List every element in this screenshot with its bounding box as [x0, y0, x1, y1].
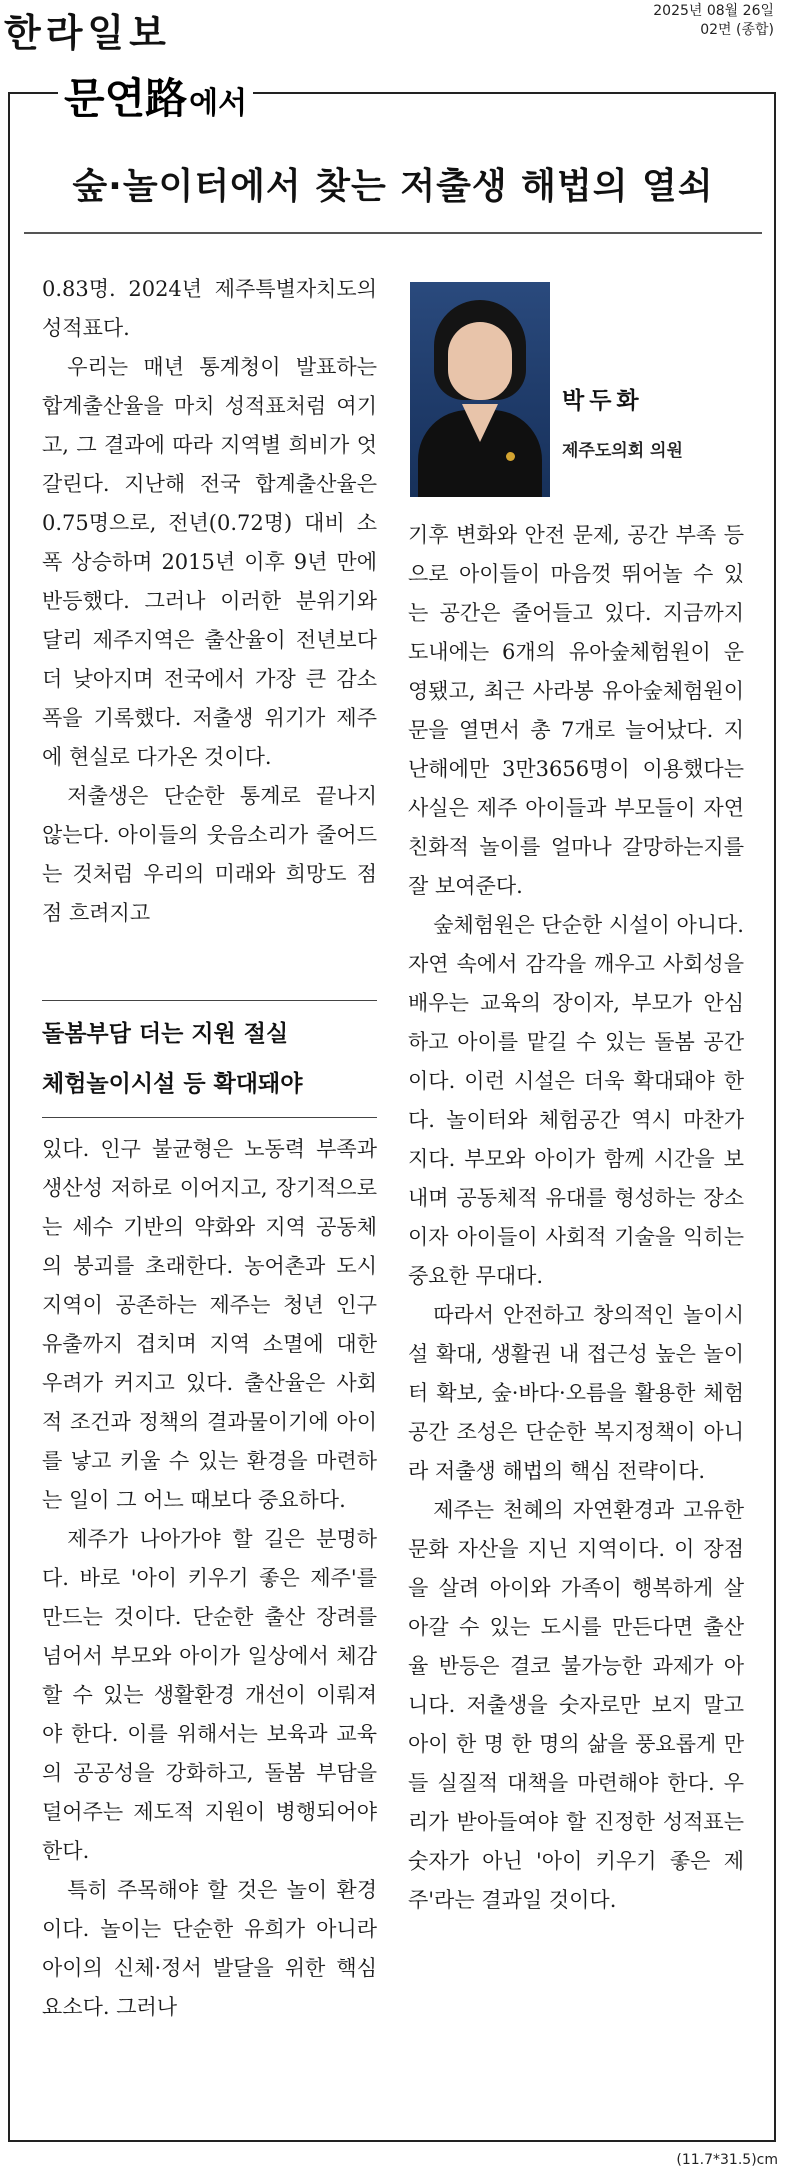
paragraph: 숲체험원은 단순한 시설이 아니다. 자연 속에서 감각을 깨우고 사회성을 배우는 교육의 장이자, 부모가 안심하고 아이를 맡길 수 있는 돌봄 공간이다. 이런 시설은 더욱 확대돼야 한다. 놀이터와 체험공간 역시 마찬가지다. 부모와 아이가 함께 시간을 보내며 공동체적 유대를 형성하는 장소이자 아이들이 사회적 기술을 익히는 중요한 무대다. — [408, 913, 744, 1288]
subhead: 체험놀이시설 등 확대돼야 — [42, 1071, 303, 1097]
size-note: (11.7*31.5)cm — [676, 2152, 778, 2168]
author-photo — [410, 282, 550, 497]
subheads — [42, 1000, 377, 1118]
photo-face — [448, 322, 512, 400]
issue-page: 02면 (종합) — [700, 22, 774, 38]
masthead: 한라일보 — [4, 11, 171, 55]
issue-date: 2025년 08월 26일 — [653, 3, 774, 19]
headline-rule — [24, 232, 762, 234]
paragraph: 있다. 인구 불균형은 노동력 부족과 생산성 저하로 이어지고, 장기적으로는 세수 기반의 약화와 지역 공동체의 붕괴를 초래한다. 농어촌과 도시 지역이 공존하는 제주는 청년 인구 유출까지 겹치며 지역 소멸에 대한 우려가 커지고 있다. 출산율은 사회적 조건과 정책의 결과물이기에 아이를 낳고 키울 수 있는 환경을 마련하는 일이 그 어느 때보다 중요하다. — [42, 1137, 377, 1512]
section-title-suffix: 에서 — [189, 86, 248, 121]
issue-meta — [653, 2, 774, 40]
paragraph: 우리는 매년 통계청이 발표하는 합계출산율을 마치 성적표처럼 여기고, 그 결과에 따라 지역별 희비가 엇갈린다. 지난해 전국 합계출산율은 0.75명으로, 전년(0.72명) 대비 소폭 상승하며 2015년 이후 9년 만에 반등했다. 그러나 이러한 분위기와 달리 제주지역은 출산율이 전년보다 더 낮아지며 전국에서 가장 큰 감소 폭을 기록했다. 저출생 위기가 제주에 현실로 다가온 것이다. — [42, 355, 377, 769]
paragraph: 제주가 나아가야 할 길은 분명하다. 바로 '아이 키우기 좋은 제주'를 만드는 것이다. 단순한 출산 장려를 넘어서 부모와 아이가 일상에서 체감할 수 있는 생활환경 개선이 이뤄져야 한다. 이를 위해서는 보육과 교육의 공공성을 강화하고, 돌봄 부담을 덜어주는 제도적 지원이 병행되어야 한다. — [42, 1527, 377, 1863]
left-column-top — [42, 270, 377, 933]
paragraph: 0.83명. 2024년 제주특별자치도의 성적표다. — [42, 277, 377, 340]
right-column — [408, 516, 744, 1920]
photo-pin — [506, 452, 515, 461]
paragraph: 특히 주목해야 할 것은 놀이 환경이다. 놀이는 단순한 유희가 아니라 아이의 신체·정서 발달을 위한 핵심 요소다. 그러나 — [42, 1878, 377, 2019]
section-title — [58, 66, 253, 126]
subhead: 돌봄부담 더는 지원 절실 — [42, 1021, 289, 1047]
left-column-bottom — [42, 1130, 377, 2027]
paragraph: 제주는 천혜의 자연환경과 고유한 문화 자산을 지닌 지역이다. 이 장점을 살려 아이와 가족이 행복하게 살아갈 수 있는 도시를 만든다면 출산율 반등은 결코 불가능한 과제가 아니다. 저출생을 숫자로만 보지 말고 아이 한 명 한 명의 삶을 풍요롭게 만들 실질적 대책을 마련해야 한다. 우리가 받아들여야 할 진정한 성적표는 숫자가 아닌 '아이 키우기 좋은 제주'라는 결과일 것이다. — [408, 1498, 744, 1912]
section-title-text: 문연路 — [64, 74, 188, 123]
author-name: 박두화 — [562, 388, 644, 414]
paragraph: 따라서 안전하고 창의적인 놀이시설 확대, 생활권 내 접근성 높은 놀이터 확보, 숲·바다·오름을 활용한 체험공간 조성은 단순한 복지정책이 아니라 저출생 해법의 핵심 전략이다. — [408, 1303, 744, 1483]
paragraph: 기후 변화와 안전 문제, 공간 부족 등으로 아이들이 마음껏 뛰어놀 수 있는 공간은 줄어들고 있다. 지금까지 도내에는 6개의 유아숲체험원이 운영됐고, 최근 사라봉 유아숲체험원이 문을 열면서 총 7개로 늘어났다. 지난해에만 3만3656명이 이용했다는 사실은 제주 아이들과 부모들이 자연친화적 놀이를 얼마나 갈망하는지를 잘 보여준다. — [408, 523, 744, 898]
author-title: 제주도의회 의원 — [562, 441, 683, 461]
headline: 숲·놀이터에서 찾는 저출생 해법의 열쇠 — [72, 166, 714, 207]
paragraph: 저출생은 단순한 통계로 끝나지 않는다. 아이들의 웃음소리가 줄어드는 것처럼 우리의 미래와 희망도 점점 흐려지고 — [42, 784, 377, 925]
